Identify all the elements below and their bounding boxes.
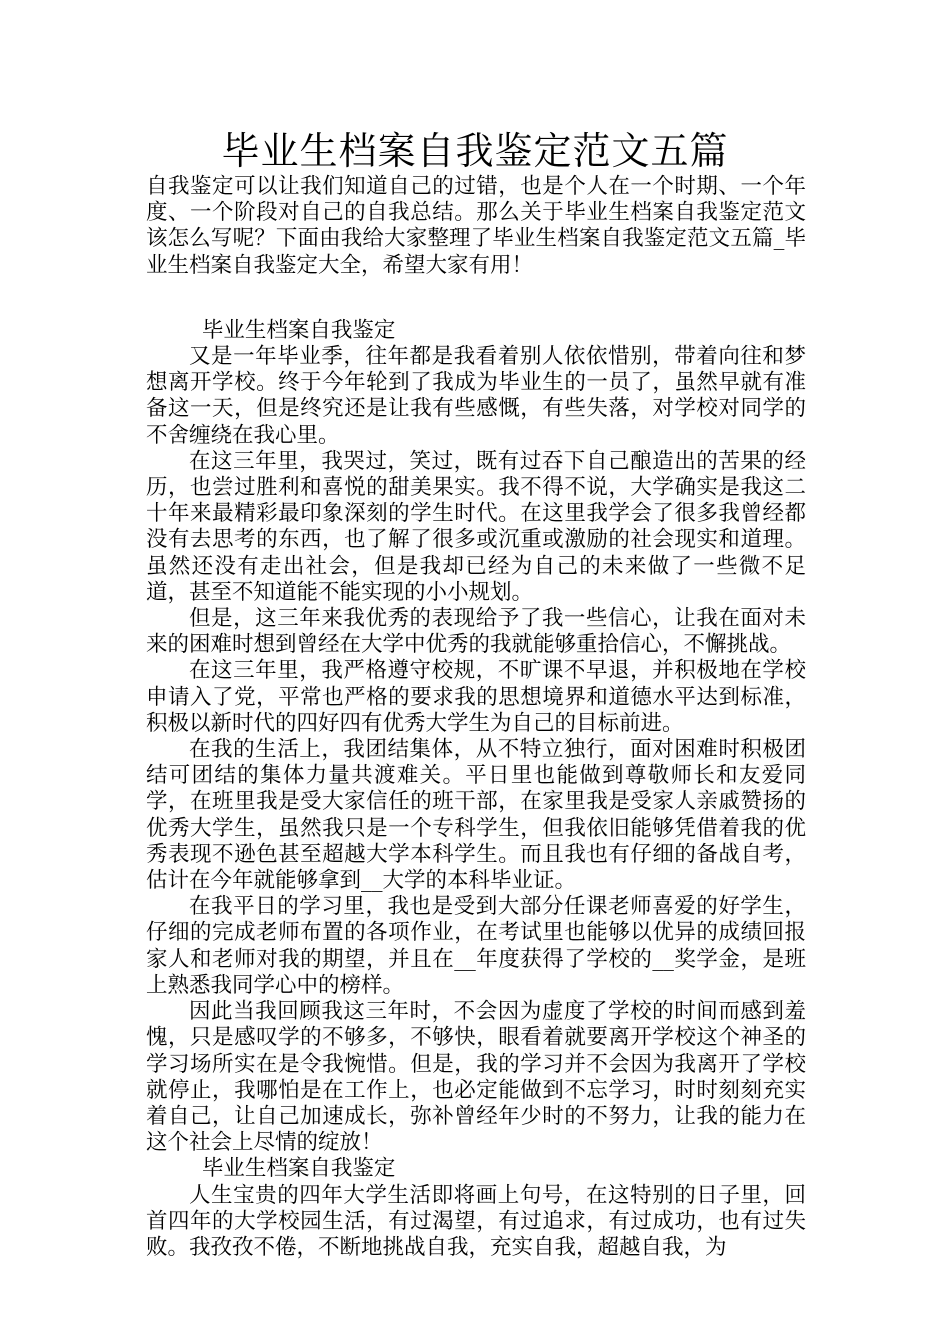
body-paragraph: 在这三年里，我严格遵守校规，不旷课不早退，并积极地在学校申请入了党，平常也严格的要求我的思想境界和道德水平达到标准，积极以新时代的四好四有优秀大学生为自己的目标前进。: [146, 658, 806, 736]
document-title: 毕业生档案自我鉴定范文五篇: [221, 129, 729, 173]
body-paragraph: 因此当我回顾我这三年时，不会因为虚度了学校的时间而感到羞愧，只是感叹学的不够多，不够快，眼看着就要离开学校这个神圣的学习场所实在是令我惋惜。但是，我的学习并不会因为我离开了学校就停止，我哪怕是在工作上，也必定能做到不忘学习，时时刻刻充实着自己，让自己加速成长，弥补曾经年少时的不努力，让我的能力在这个社会上尽情的绽放！: [146, 999, 806, 1156]
body-paragraph: 又是一年毕业季，往年都是我看着别人依依惜别，带着向往和梦想离开学校。终于今年轮到了我成为毕业生的一员了，虽然早就有准备这一天，但是终究还是让我有些感慨，有些失落，对学校对同学的不舍缠绕在我心里。: [146, 344, 806, 448]
section-heading: 毕业生档案自我鉴定: [201, 317, 396, 343]
paragraph-spacer: [146, 279, 806, 318]
intro-paragraph: 自我鉴定可以让我们知道自己的过错，也是个人在一个时期、一个年度、一个阶段对自己的自我总结。那么关于毕业生档案自我鉴定范文该怎么写呢？下面由我给大家整理了毕业生档案自我鉴定范文五篇_毕业生档案自我鉴定大全，希望大家有用！: [146, 174, 806, 278]
section-heading: 毕业生档案自我鉴定: [201, 1156, 396, 1182]
body-paragraph: 人生宝贵的四年大学生活即将画上句号，在这特别的日子里，回首四年的大学校园生活，有过渴望，有过追求，有过成功，也有过失败。我孜孜不倦，不断地挑战自我，充实自我，超越自我，为: [146, 1182, 806, 1260]
body-paragraph: 在我的生活上，我团结集体，从不特立独行，面对困难时积极团结可团结的集体力量共渡难关。平日里也能做到尊敬师长和友爱同学，在班里我是受大家信任的班干部，在家里我是受家人亲戚赞扬的优秀大学生，虽然我只是一个专科学生，但我依旧能够凭借着我的优秀表现不逊色甚至超越大学本科学生。而且我也有仔细的备战自考，估计在今年就能够拿到__大学的本科毕业证。: [146, 737, 806, 894]
body-paragraph: 在我平日的学习里，我也是受到大部分任课老师喜爱的好学生，仔细的完成老师布置的各项作业，在考试里也能够以优异的成绩回报家人和老师对我的期望，并且在__年度获得了学校的__奖学金，是班上熟悉我同学心中的榜样。: [146, 894, 806, 998]
body-paragraph: 在这三年里，我哭过，笑过，既有过吞下自己酿造出的苦果的经历，也尝过胜利和喜悦的甜美果实。我不得不说，大学确实是我这二十年来最精彩最印象深刻的学生时代。在这里我学会了很多我曾经都没有去思考的东西，也了解了很多或沉重或激励的社会现实和道理。虽然还没有走出社会，但是我却已经为自己的未来做了一些微不足道，甚至不知道能不能实现的小小规划。: [146, 448, 806, 605]
body-paragraph: 但是，这三年来我优秀的表现给予了我一些信心，让我在面对未来的困难时想到曾经在大学中优秀的我就能够重拾信心，不懈挑战。: [146, 606, 806, 658]
document-body: [146, 174, 806, 1261]
